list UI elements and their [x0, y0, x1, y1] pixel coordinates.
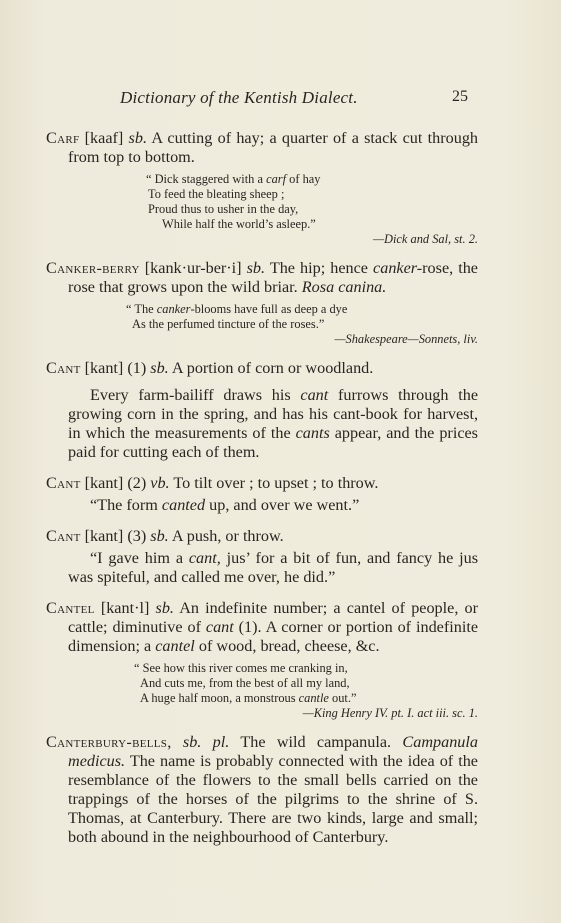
- headword: Carf: [46, 129, 80, 147]
- part-of-speech: sb.: [155, 599, 174, 617]
- page-header: [0, 88, 561, 110]
- definition: To tilt over ; to upset ; to throw.: [173, 474, 379, 492]
- citation-block: [134, 661, 478, 721]
- quote-line: As the perfumed tincture of the roses.”: [132, 317, 325, 331]
- pronunciation: [kank·ur-ber·i]: [144, 259, 242, 277]
- latin-name: Campanula medicus.: [68, 733, 478, 770]
- page-number: 25: [452, 88, 468, 105]
- entry-text: [46, 474, 478, 493]
- definition: of wood, bread, cheese, &c.: [198, 637, 380, 655]
- entry-text: [46, 733, 478, 847]
- entry-cant-3: [46, 527, 478, 587]
- definition: A portion of corn or woodland.: [171, 359, 374, 377]
- definition-italic: canker-: [373, 259, 423, 277]
- quote-line: While half the world’s asleep.”: [162, 217, 316, 231]
- citation-block: [146, 172, 478, 247]
- example-text: Every farm-bailiff draws his: [90, 386, 291, 404]
- entry-carf: [46, 129, 478, 247]
- part-of-speech: sb.: [150, 527, 169, 545]
- latin-name: Rosa canina.: [301, 278, 387, 296]
- part-of-speech: sb. pl.: [182, 733, 230, 751]
- quote-line: “ The canker-blooms have full as deep a dye: [126, 302, 348, 316]
- quote-source: —King Henry IV. pt. I. act iii. sc. 1.: [302, 706, 478, 720]
- quote-line: And cuts me, from the best of all my land,: [140, 676, 350, 690]
- definition: The hip; hence: [269, 259, 368, 277]
- example-text: jus’ for a bit of fun, and fancy he jus was spiteful, and called me over, he did.”: [68, 549, 479, 586]
- definition: An indefinite number; a cantel of people, or cattle; diminutive of: [68, 599, 479, 636]
- entry-text: [46, 129, 478, 167]
- pronunciation: [kant]: [84, 527, 124, 545]
- definition: A push, or throw.: [171, 527, 284, 545]
- quote-line: Proud thus to usher in the day,: [148, 202, 299, 216]
- example-text: furrows through the growing corn in the spring, and has his cant-book for harvest, in which the measurements of the: [68, 386, 479, 442]
- entry-cant-2: [46, 474, 478, 515]
- example-italic: cant: [300, 386, 329, 404]
- entry-text: [46, 599, 478, 656]
- example-italic: canted: [161, 496, 206, 514]
- quote-line: A huge half moon, a monstrous cantle out.”: [140, 691, 357, 705]
- example-paragraph: [46, 496, 478, 515]
- headword: Cantel: [46, 599, 95, 617]
- example-text: appear, and the prices paid for cutting each of them.: [68, 424, 478, 461]
- part-of-speech: sb.: [150, 359, 169, 377]
- entry-text: [46, 359, 478, 378]
- example-text: “I gave him a: [90, 549, 184, 567]
- pronunciation: [kant·l]: [100, 599, 150, 617]
- headword: Cant: [46, 359, 81, 377]
- part-of-speech: sb.: [128, 129, 147, 147]
- pronunciation: [kant]: [84, 359, 124, 377]
- pronunciation: [kaaf]: [84, 129, 124, 147]
- quote-source: —Dick and Sal, st. 2.: [373, 232, 478, 246]
- part-of-speech: vb.: [150, 474, 170, 492]
- headword: Cant: [46, 527, 81, 545]
- sense-number: (3): [127, 527, 147, 545]
- example-text: up, and over we went.”: [209, 496, 360, 514]
- entry-text: [46, 527, 478, 546]
- sense-number: (1): [127, 359, 147, 377]
- example-italic: cant,: [188, 549, 221, 567]
- part-of-speech: sb.: [246, 259, 266, 277]
- definition: (1). A corner or portion of indefinite dimension; a: [68, 618, 479, 655]
- headword: Canker-berry: [46, 259, 140, 277]
- quote-line: “ See how this river comes me cranking in,: [134, 661, 348, 675]
- entry-canker-berry: [46, 259, 478, 347]
- quote-source: —Shakespeare—Sonnets, liv.: [334, 332, 478, 346]
- definition-italic: cant: [205, 618, 234, 636]
- entry-canterbury-bells: [46, 733, 478, 847]
- example-paragraph: [46, 549, 478, 587]
- pronunciation: [kant]: [84, 474, 124, 492]
- sense-number: (2): [127, 474, 147, 492]
- entry-cant-1: [46, 359, 478, 462]
- entry-text: [46, 259, 478, 297]
- definition: A cutting of hay; a quarter of a stack cut through from top to bottom.: [68, 129, 479, 166]
- definition: The name is probably connected with the idea of the resemblance of the flowers to the small bells carried on the trappings of the horses of the pilgrims to the shrine of S. Thomas, at Canterbury. There are two kinds, large and small; both abound in the neighbourhood of Canterbury.: [68, 752, 478, 846]
- example-text: “The form: [90, 496, 158, 514]
- definition-italic: cantel: [155, 637, 195, 655]
- entry-cantel: [46, 599, 478, 721]
- running-title: Dictionary of the Kentish Dialect.: [120, 88, 358, 107]
- citation-block: [126, 302, 478, 347]
- headword: Canterbury-bells,: [46, 733, 172, 751]
- example-paragraph: [46, 386, 478, 462]
- example-italic: cants: [295, 424, 330, 442]
- definition: rose, the rose that grows upon the wild briar.: [68, 259, 478, 296]
- definition: The wild campanula.: [240, 733, 392, 751]
- quote-line: To feed the bleating sheep ;: [148, 187, 285, 201]
- quote-line: “ Dick staggered with a carf of hay: [146, 172, 321, 186]
- headword: Cant: [46, 474, 81, 492]
- dictionary-body: [46, 129, 478, 859]
